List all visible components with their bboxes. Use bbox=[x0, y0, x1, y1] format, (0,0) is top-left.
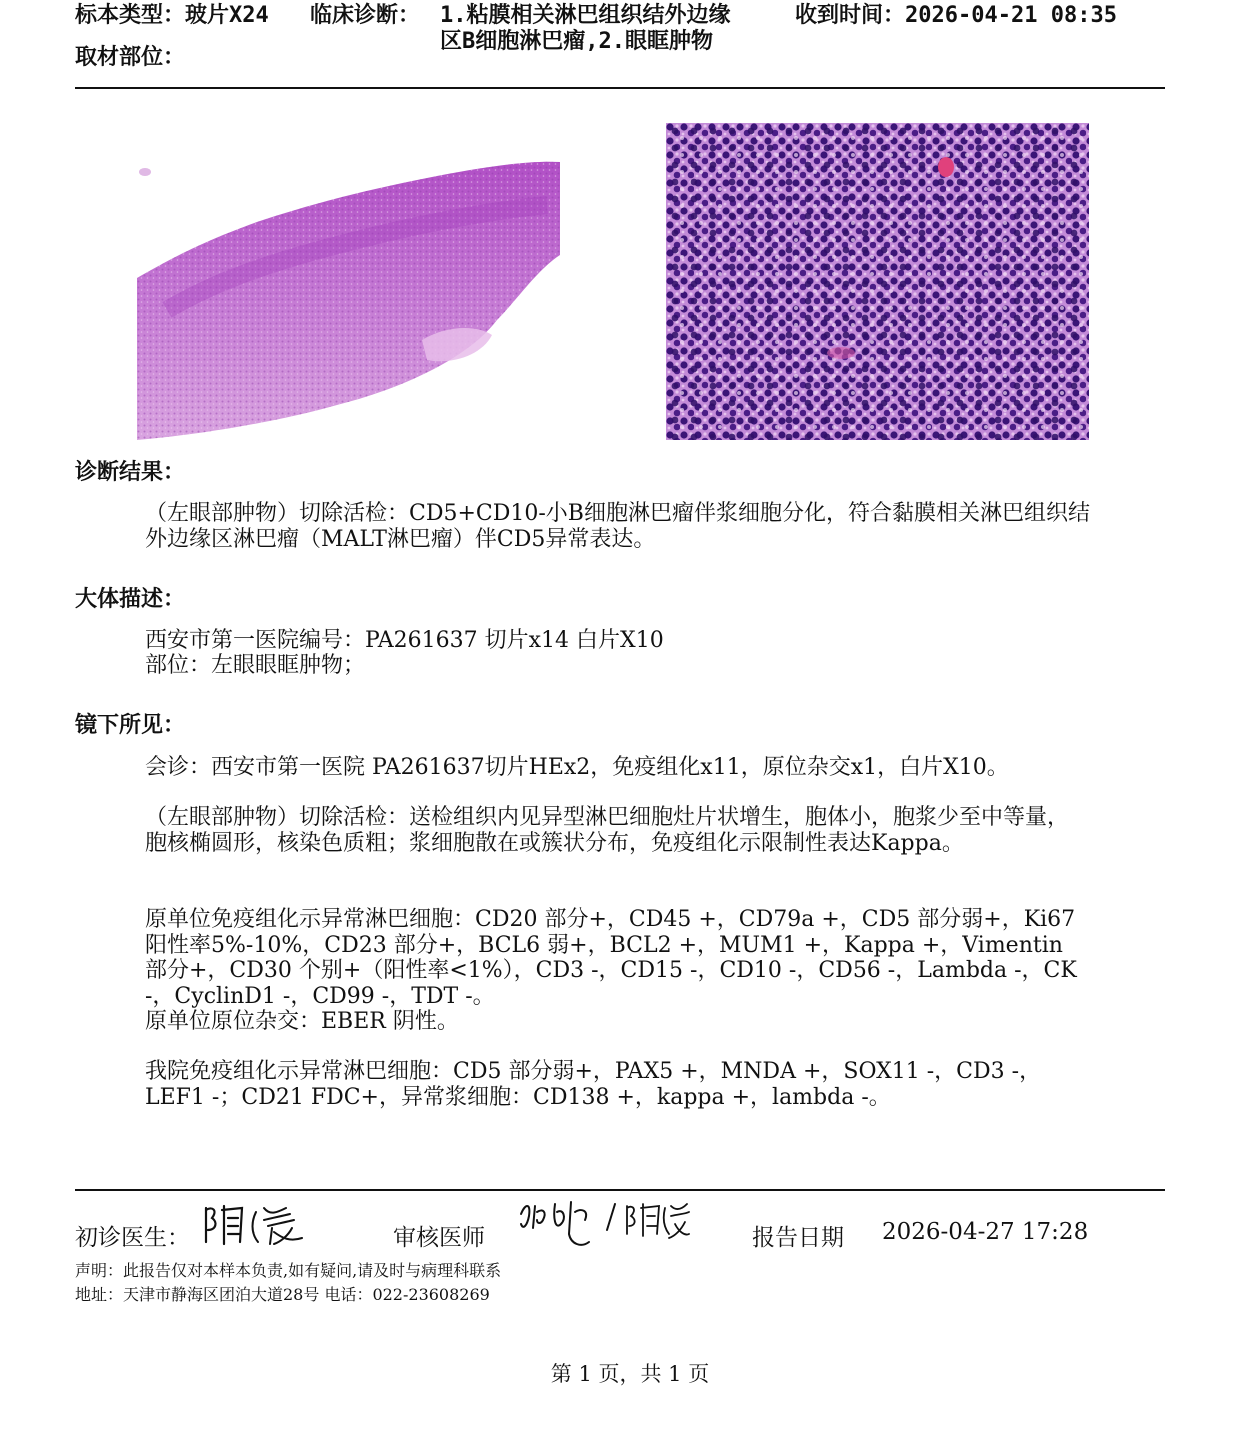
specimen-type bbox=[75, 4, 269, 28]
report-date-value: 2026-04-27 17:28 bbox=[882, 1219, 1089, 1245]
clinical-diagnosis-line1: 1.粘膜相关淋巴组织结外边缘 bbox=[440, 3, 731, 28]
received-time-value: 2026-04-21 08:35 bbox=[905, 3, 1117, 28]
disclaimer-text: 声明：此报告仅对本样本负责,如有疑问,请及时与病理科联系 bbox=[75, 1261, 502, 1280]
diagnosis-section-title: 诊断结果： bbox=[75, 460, 186, 485]
header-divider bbox=[75, 87, 1165, 89]
specimen-type-label: 标本类型： bbox=[75, 3, 186, 28]
page-number: 第 1 页，共 1 页 bbox=[550, 1362, 710, 1386]
specimen-type-value: 玻片X24 bbox=[185, 3, 269, 28]
clinical-diagnosis-line2: 区B细胞淋巴瘤,2.眼眶肿物 bbox=[440, 29, 713, 54]
gross-description-line2: 部位：左眼眼眶肿物； bbox=[145, 653, 366, 678]
initial-doctor-signature bbox=[198, 1198, 313, 1250]
footer-divider bbox=[75, 1189, 1165, 1191]
original-ish-results: 原单位原位杂交：EBER 阴性。 bbox=[145, 1009, 459, 1034]
gross-description-title: 大体描述： bbox=[75, 587, 186, 612]
low-power-micrograph bbox=[137, 160, 560, 440]
sampling-site-label: 取材部位： bbox=[75, 45, 186, 70]
review-doctor-signature bbox=[515, 1194, 690, 1256]
review-doctor-label: 审核医师 bbox=[393, 1225, 485, 1251]
microscopic-consult-line: 会诊：西安市第一医院 PA261637切片HEx2，免疫组化x11，原位杂交x1，白片X10。 bbox=[145, 755, 1009, 780]
microscopic-findings-title: 镜下所见： bbox=[75, 713, 186, 738]
original-ihc-results: 原单位免疫组化示异常淋巴细胞：CD20 部分+，CD45 +，CD79a +，CD5 部分弱+，Ki67 阳性率5%-10%，CD23 部分+，BCL6 弱+，BCL2 +，MUM1 +，Kappa +，Vimentin 部分+，CD30 个别+（阳性率<1%），CD3 -，CD15 -，CD10 -，CD56 -，Lambda -，CK -，CyclinD1 -，CD99 -，TDT -。 bbox=[145, 907, 1084, 1009]
hospital-address: 地址：天津市静海区团泊大道28号 电话：022-23608269 bbox=[75, 1285, 490, 1304]
microscopic-description: （左眼部肿物）切除活检：送检组织内见异型淋巴细胞灶片状增生，胞体小，胞浆少至中等量，胞核椭圆形，核染色质粗；浆细胞散在或簇状分布，免疫组化示限制性表达Kappa。 bbox=[145, 805, 1070, 856]
received-time-label: 收到时间： bbox=[795, 3, 906, 28]
initial-doctor-label: 初诊医生： bbox=[75, 1225, 190, 1251]
received-time bbox=[795, 4, 1117, 28]
high-power-micrograph bbox=[666, 123, 1089, 440]
diagnosis-text: （左眼部肿物）切除活检：CD5+CD10-小B细胞淋巴瘤伴浆细胞分化，符合黏膜相关淋巴组织结外边缘区淋巴瘤（MALT淋巴瘤）伴CD5异常表达。 bbox=[145, 501, 1090, 552]
report-date-label: 报告日期 bbox=[752, 1225, 844, 1251]
gross-description-line1: 西安市第一医院编号：PA261637 切片x14 白片X10 bbox=[145, 628, 664, 653]
in-house-ihc-results: 我院免疫组化示异常淋巴细胞：CD5 部分弱+，PAX5 +，MNDA +，SOX11 -，CD3 -，LEF1 -；CD21 FDC+，异常浆细胞：CD138 +，kappa +，lambda -。 bbox=[145, 1059, 1042, 1110]
clinical-diagnosis-label: 临床诊断： bbox=[310, 3, 421, 28]
